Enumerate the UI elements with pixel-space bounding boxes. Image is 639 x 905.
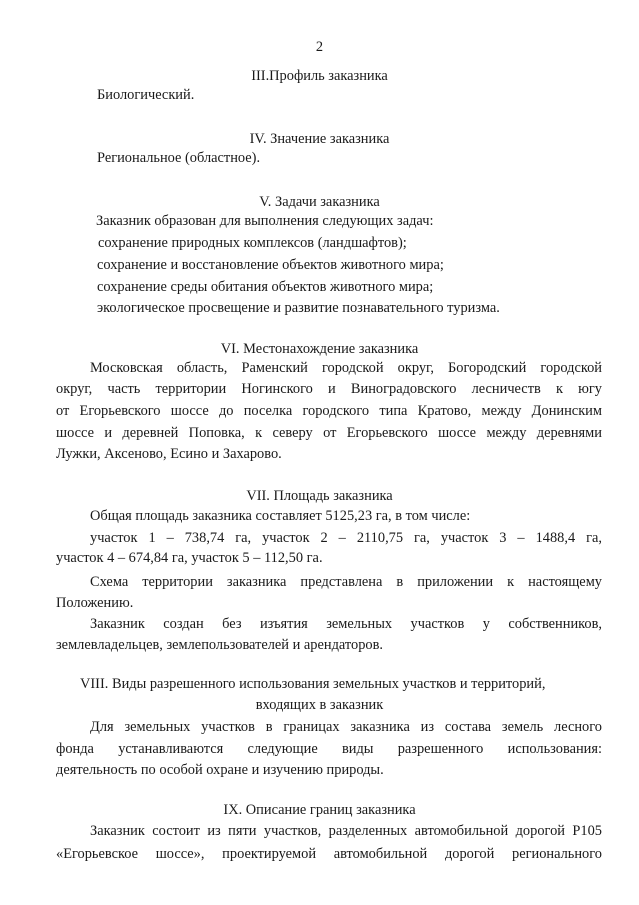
section-7-line: участок 1 – 738,74 га, участок 2 – 2110,75 га, участок 3 – 1488,4 га, <box>90 530 602 546</box>
section-8-line: фонда устанавливаются следующие виды разрешенного использования: <box>56 741 602 757</box>
section-9-heading: IX. Описание границ заказника <box>223 802 416 818</box>
section-7-line: землевладельцев, землепользователей и арендаторов. <box>56 637 383 653</box>
section-3-text: Биологический. <box>97 87 195 103</box>
section-8-heading: VIII. Виды разрешенного использования земельных участков и территорий, <box>80 676 546 692</box>
section-8-line: деятельность по особой охране и изучению природы. <box>56 762 384 778</box>
section-6-line: Лужки, Аксеново, Есино и Захарово. <box>56 446 282 462</box>
section-7-line: Схема территории заказника представлена в приложении к настоящему <box>90 574 602 590</box>
section-5-line: Заказник образован для выполнения следующих задач: <box>96 213 434 229</box>
section-8-heading: входящих в заказник <box>255 697 384 713</box>
section-5-line: сохранение среды обитания объектов животного мира; <box>97 279 434 295</box>
section-7-line: Заказник создан без изъятия земельных участков у собственников, <box>90 616 602 632</box>
section-7-line: участок 4 – 674,84 га, участок 5 – 112,50 га. <box>56 550 323 566</box>
section-9-line: «Егорьевское шоссе», проектируемой автомобильной дорогой регионального <box>56 846 602 862</box>
section-6-line: округ, часть территории Ногинского и Виноградовского лесничеств к югу <box>56 381 602 397</box>
section-4-text: Региональное (областное). <box>97 150 261 166</box>
section-6-line: от Егорьевского шоссе до поселка городского типа Кратово, между Донинским <box>56 403 602 419</box>
section-7-line: Общая площадь заказника составляет 5125,23 га, в том числе: <box>90 508 471 524</box>
section-5-line: сохранение природных комплексов (ландшафтов); <box>98 235 407 251</box>
section-5-line: экологическое просвещение и развитие познавательного туризма. <box>97 300 500 316</box>
section-5-heading: V. Задачи заказника <box>259 194 380 210</box>
section-5-line: сохранение и восстановление объектов животного мира; <box>97 257 444 273</box>
section-6-line: Московская область, Раменский городской округ, Богородский городской <box>90 360 602 376</box>
section-8-line: Для земельных участков в границах заказника из состава земель лесного <box>90 719 602 735</box>
section-6-line: шоссе и деревней Поповка, к северу от Егорьевского шоссе между деревнями <box>56 425 602 441</box>
section-7-line: Положению. <box>56 595 134 611</box>
section-4-heading: IV. Значение заказника <box>249 131 390 147</box>
section-3-heading: III.Профиль заказника <box>251 68 388 84</box>
page-number: 2 <box>315 39 324 55</box>
section-9-line: Заказник состоит из пяти участков, разделенных автомобильной дорогой Р105 <box>90 823 602 839</box>
section-7-heading: VII. Площадь заказника <box>246 488 393 504</box>
section-6-heading: VI. Местонахождение заказника <box>220 341 419 357</box>
